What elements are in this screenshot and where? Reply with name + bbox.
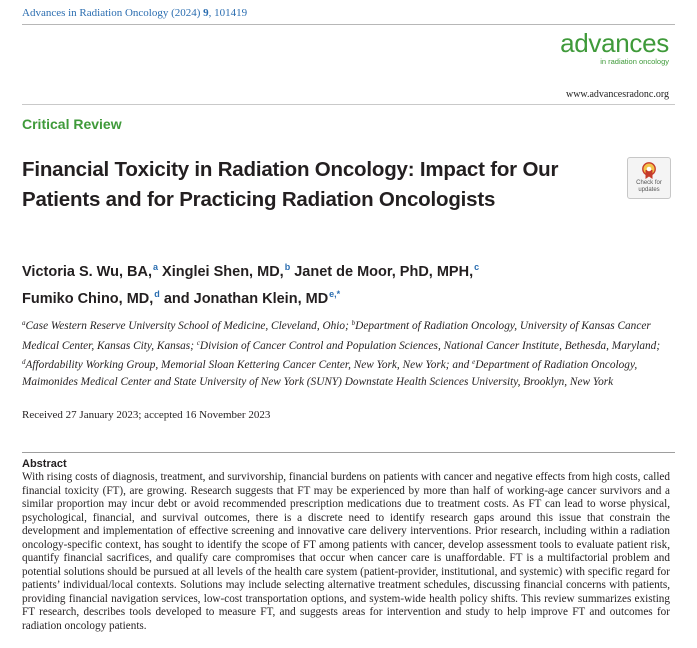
author-affil-mark[interactable]: e,* — [329, 289, 341, 299]
author-affil-mark[interactable]: c — [474, 262, 480, 272]
author-affil-mark[interactable]: a — [153, 262, 159, 272]
article-number: 101419 — [214, 7, 248, 19]
affil-mark: a — [22, 319, 26, 327]
author-affil-mark[interactable]: d — [154, 289, 160, 299]
journal-reference — [22, 7, 247, 19]
journal-name: Advances in Radiation Oncology (2024) — [22, 7, 201, 19]
author: Victoria S. Wu, BA,$^a$ — [22, 262, 159, 280]
check-for-updates-badge[interactable] — [627, 157, 671, 199]
journal-url[interactable]: www.advancesradonc.org — [565, 89, 669, 100]
affil-mark: e — [472, 358, 476, 366]
received-dates: Received 27 January 2023; accepted 16 November 2023 — [22, 409, 271, 421]
affil-mark: c — [196, 338, 200, 347]
author: Fumiko Chino, MD,$^d$ — [22, 289, 160, 307]
author: Xinglei Shen, MD,$^b$ — [162, 262, 291, 280]
bookmark-icon — [642, 162, 656, 180]
affil-mark: d — [22, 358, 26, 366]
author-affil-mark[interactable]: b — [284, 262, 291, 272]
badge-line-2: updates — [638, 187, 660, 193]
article-title: Financial Toxicity in Radiation Oncology: Impact for Our Patients and for Practicing Radiation Oncologists — [22, 158, 559, 211]
logo-wordmark: advances — [560, 28, 669, 58]
badge-line-1: Check for — [636, 180, 662, 186]
affil-mark: b — [351, 319, 356, 327]
abstract-heading: Abstract — [22, 458, 67, 470]
affiliation: Department of Radiation Oncology, University of Kansas Cancer Medical Center, Kansas City, Kansas; — [22, 320, 651, 352]
affiliation: Affordability Working Group, Memorial Sloan Kettering Cancer Center, New York, New York; and — [25, 359, 473, 371]
affiliation: Division of Cancer Control and Population Sciences, National Cancer Institute, Bethesda, Maryland; — [199, 339, 661, 352]
abstract-text: With rising costs of diagnosis, treatment, and survivorship, financial burdens on patients with cancer and negative effects from high costs, called financial toxicity (FT), are growing. Research suggests that FT may be experienced by more than half of working-age cancer survivors and a similar proportion may incur debt or avoid recommended prescription medications due to treatment costs. As FT can lead to worse physical, psychological, financial, and survival outcomes, there is a discrete need to identify research gaps around this issue that constrain the development and implementation of effective screening and innovative care delivery interventions. Prior research, including within a radiation oncology-specific context, has sought to identify the scope of FT among patients with cancer, develop assessment tools to evaluate patient risk, quantify financial sacrifices, and qualify care compromises that occur when cancer care is unaffordable. FT is a multifactorial problem and potential solutions should be pursued at all levels of the health care system (patient-provider, institutional, and systemic) with specific regard for patients’ individual/local contexts. Solutions may include selecting alternative treatment schedules, discussing financial concerns with patients, providing financial navigation services, low-cost transportation options, and system-wide health policy shifts. This review summarizes existing FT research, describes tools developed to measure FT, and suggests areas for intervention and study to help improve FT and outcomes for radiation oncology patients. — [22, 471, 670, 632]
affiliation: Department of Radiation Oncology, Maimonides Medical Center and State University of New York (SUNY) Downstate Health Sciences University, Brooklyn, New York — [22, 359, 638, 388]
author-list — [22, 256, 662, 310]
author: Janet de Moor, PhD, MPH,$^c$ — [294, 262, 480, 280]
affiliation: Case Western Reserve University School of Medicine, Cleveland, Ohio; — [25, 320, 352, 332]
section-divider — [22, 104, 675, 105]
journal-separator: , — [208, 7, 215, 19]
abstract-divider — [22, 452, 675, 453]
journal-volume: 9 — [203, 7, 209, 19]
author: and Jonathan Klein, $MD^{e,*}$ — [163, 289, 341, 307]
logo-subtitle: in radiation oncology — [600, 57, 669, 66]
article-type: Critical Review — [22, 116, 122, 132]
header-divider — [22, 24, 675, 25]
affiliations — [22, 315, 674, 390]
journal-logo — [560, 30, 669, 66]
